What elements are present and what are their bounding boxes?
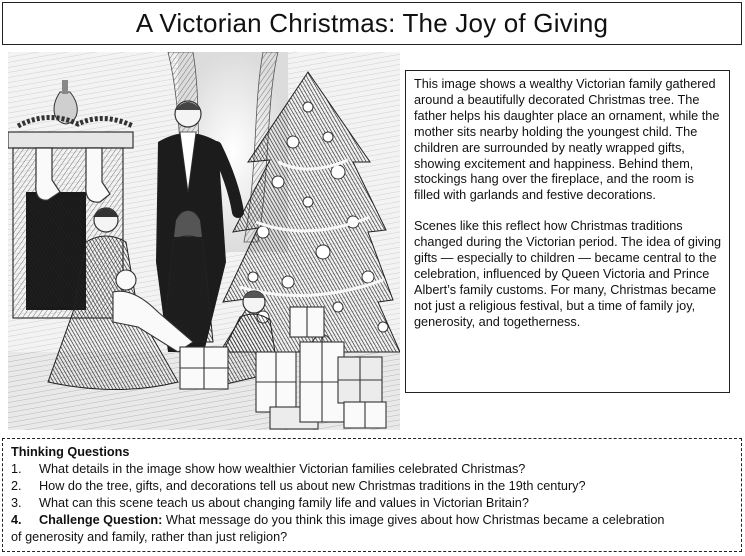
challenge-text: What message do you think this image gives about how Christmas became a celebration xyxy=(162,513,665,527)
thinking-questions-box xyxy=(2,438,742,552)
challenge-question-text xyxy=(11,512,733,546)
page-title: A Victorian Christmas: The Joy of Giving xyxy=(135,8,609,38)
victorian-christmas-illustration xyxy=(8,52,400,430)
question-item xyxy=(11,461,733,478)
question-number: 4. xyxy=(11,513,22,527)
question-text: What can this scene teach us about changing family life and values in Victorian Britain? xyxy=(39,496,529,510)
challenge-text-continued: of generosity and family, rather than just religion? xyxy=(11,530,288,544)
question-text: What details in the image show how wealthier Victorian families celebrated Christmas? xyxy=(39,462,526,476)
question-number: 1. xyxy=(11,462,22,476)
question-number: 2. xyxy=(11,479,22,493)
question-number: 3. xyxy=(11,496,22,510)
challenge-question-item xyxy=(11,512,733,546)
description-box xyxy=(405,70,730,393)
question-item xyxy=(11,478,733,495)
questions-heading: Thinking Questions xyxy=(11,445,130,459)
question-text: How do the tree, gifts, and decorations tell us about new Christmas traditions in the 19th century? xyxy=(39,479,586,493)
questions-list xyxy=(11,461,733,546)
challenge-label: Challenge Question: xyxy=(39,513,163,527)
question-item xyxy=(11,495,733,512)
description-paragraph-2: Scenes like this reflect how Christmas traditions changed during the Victorian period. The idea of giving gifts — especially to children — became central to the celebration, influenced by Queen Victoria and Prince Albert’s family customs. For many, Christmas became not just a religious festival, but a time of family joy, generosity, and togetherness. xyxy=(414,219,722,329)
title-box xyxy=(2,2,742,45)
description-paragraph-1: This image shows a wealthy Victorian family gathered around a beautifully decorated Christmas tree. The father helps his daughter place an ornament, while the mother sits nearby holding the youngest child. The children are surrounded by neatly wrapped gifts, showing excitement and happiness. Behind them, stockings hang over the fireplace, and the room is filled with garlands and festive decorations. xyxy=(414,77,720,203)
